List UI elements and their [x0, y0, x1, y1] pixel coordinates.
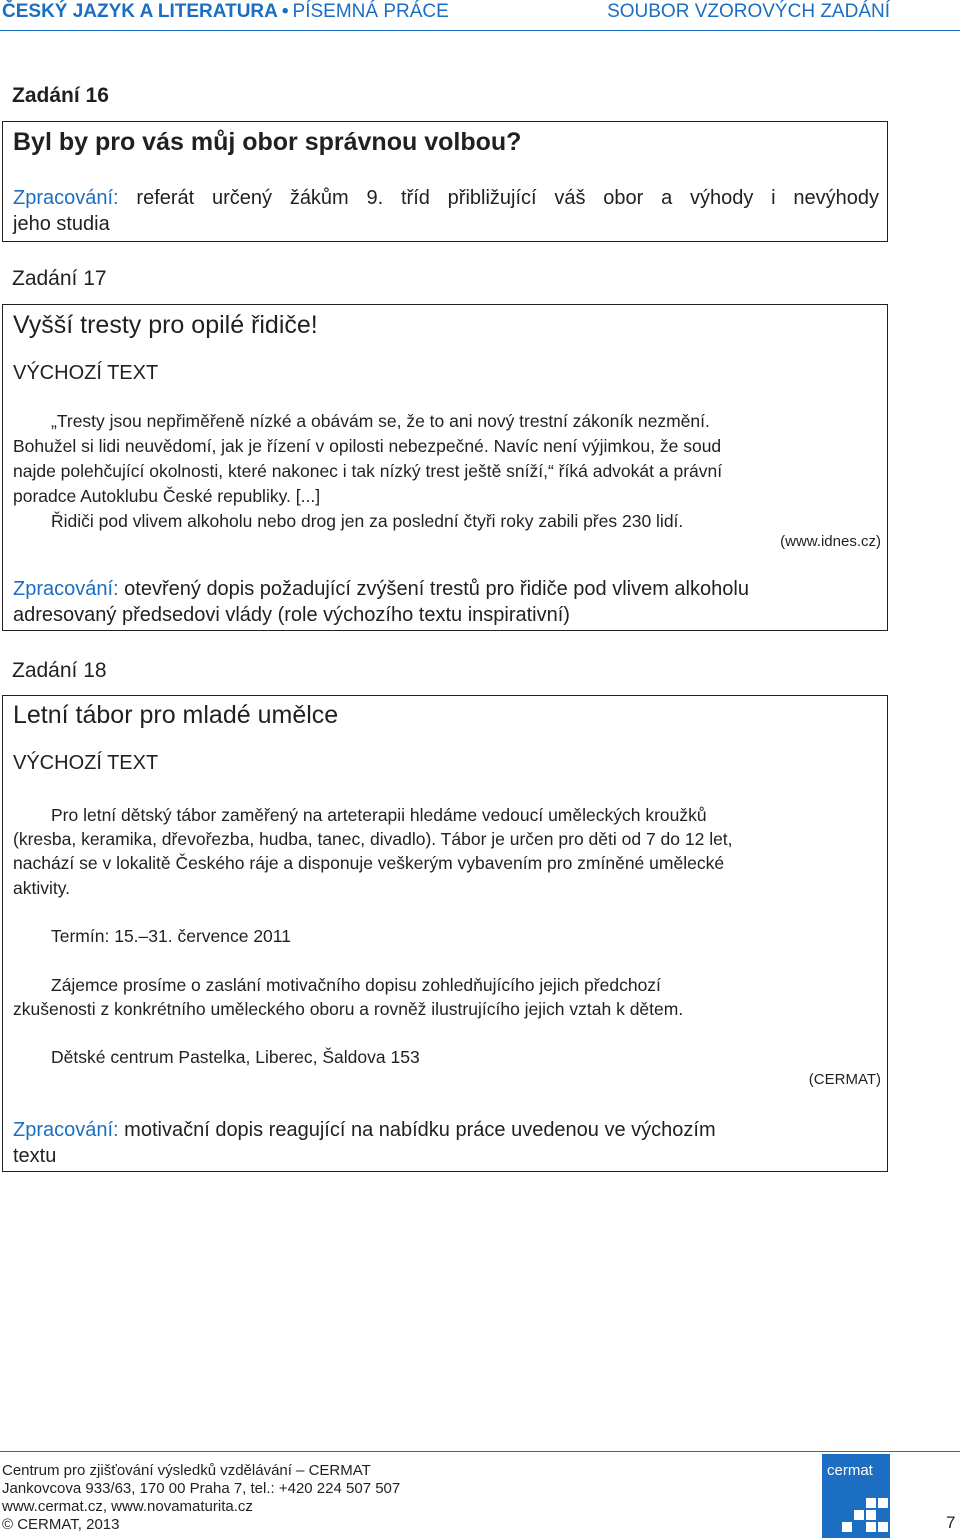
assignment-17-processing-line-1	[13, 578, 749, 601]
text-line	[13, 436, 721, 457]
processing-line: referát určený žákům 9. tříd přibližující váš obor a výhody i nevýhody	[136, 187, 879, 209]
assignment-16-box	[2, 121, 888, 242]
assignment-16-processing	[13, 187, 879, 236]
term-line: Termín: 15.–31. července 2011	[51, 926, 291, 946]
assignment-18-title: Letní tábor pro mladé umělce	[13, 701, 339, 729]
assignment-16-title: Byl by pro vás můj obor správnou volbou?	[13, 128, 522, 156]
text-line-part: Navíc není výjimkou, že soud	[493, 436, 722, 456]
text-line: poradce Autoklubu České republiky. [...]	[13, 486, 321, 506]
footer-organization: Centrum pro zjišťování výsledků vzdělávání – CERMAT	[2, 1462, 371, 1479]
text-line: (kresba, keramika, dřevořezba, hudba, tanec, divadlo). Tábor je určen pro děti od 7 do 12 let,	[13, 829, 733, 849]
assignment-18-source-heading: VÝCHOZÍ TEXT	[13, 752, 159, 774]
assignment-17-title: Vyšší tresty pro opilé řidiče!	[13, 311, 318, 339]
processing-label: Zpracování:	[13, 187, 119, 209]
assignment-17-box	[2, 304, 888, 631]
text-line: nachází se v lokalitě Českého ráje a disponuje veškerým vybavením pro zmíněné umělecké	[13, 853, 725, 873]
page-number: 7	[946, 1513, 956, 1532]
processing-line: otevřený dopis požadující zvýšení trestů pro řidiče pod vlivem alkoholu	[124, 578, 749, 600]
processing-line: jeho studia	[13, 213, 110, 235]
logo-tile	[878, 1498, 888, 1508]
assignment-17-source-heading: VÝCHOZÍ TEXT	[13, 362, 159, 384]
address-line: Dětské centrum Pastelka, Liberec, Šaldova 153	[51, 1047, 420, 1067]
logo-tile	[866, 1498, 876, 1508]
header-title	[2, 1, 449, 23]
footer-copyright: © CERMAT, 2013	[2, 1516, 120, 1533]
footer-websites: www.cermat.cz, www.novamaturita.cz	[2, 1498, 253, 1515]
footer-divider	[0, 1451, 960, 1452]
text-line: najde polehčující okolnosti, které nakonec i tak nízký trest ještě sníží,“ říká advokát a právní	[13, 461, 723, 481]
processing-line: adresovaný předsedovi vlády (role výchozího textu inspirativní)	[13, 604, 570, 626]
text-line-part: Bohužel si lidi neuvědomí, jak je řízení v opilosti nebezpečné.	[13, 436, 489, 456]
applicants-line: zkušenosti z konkrétního uměleckého oboru a rovněž ilustrujícího jejich vztah k dětem.	[13, 999, 684, 1019]
header-subject: ČESKÝ JAZYK A LITERATURA	[2, 1, 278, 22]
logo-tile	[878, 1522, 888, 1532]
logo-text: cermat	[827, 1462, 873, 1479]
processing-line: motivační dopis reagující na nabídku práce uvedenou ve výchozím	[124, 1119, 716, 1141]
text-line: Pro letní dětský tábor zaměřený na arteterapii hledáme vedoucí uměleckých kroužků	[51, 805, 707, 825]
processing-label: Zpracování:	[13, 1119, 119, 1141]
logo-tile	[854, 1510, 864, 1520]
header-section: PÍSEMNÁ PRÁCE	[292, 1, 449, 22]
header-separator: •	[281, 1, 289, 22]
assignment-18-box	[2, 695, 888, 1172]
text-line: aktivity.	[13, 878, 71, 898]
logo-tile	[842, 1522, 852, 1532]
assignment-18-processing-line-1	[13, 1119, 716, 1142]
text-source: (www.idnes.cz)	[780, 533, 881, 550]
footer-address: Jankovcova 933/63, 170 00 Praha 7, tel.: +420 224 507 507	[2, 1480, 401, 1497]
processing-line: textu	[13, 1145, 57, 1167]
cermat-logo	[822, 1454, 890, 1538]
applicants-line: Zájemce prosíme o zaslání motivačního dopisu zohledňujícího jejich předchozí	[51, 975, 661, 995]
header-collection: SOUBOR VZOROVÝCH ZADÁNÍ	[607, 1, 890, 22]
text-line: „Tresty jsou nepřiměřeně nízké a obávám se, že to ani nový trestní zákoník nezmění.	[51, 411, 710, 431]
assignment-17-label: Zadání 17	[12, 267, 107, 290]
text-line: Řidiči pod vlivem alkoholu nebo drog jen za poslední čtyři roky zabili přes 230 lidí.	[51, 511, 684, 531]
logo-tile	[866, 1510, 876, 1520]
assignment-18-label: Zadání 18	[12, 659, 107, 682]
header-divider	[0, 30, 960, 31]
text-source: (CERMAT)	[808, 1071, 881, 1088]
logo-tile	[866, 1522, 876, 1532]
assignment-16-label: Zadání 16	[12, 84, 109, 107]
processing-label: Zpracování:	[13, 578, 119, 600]
page-header	[0, 0, 960, 30]
